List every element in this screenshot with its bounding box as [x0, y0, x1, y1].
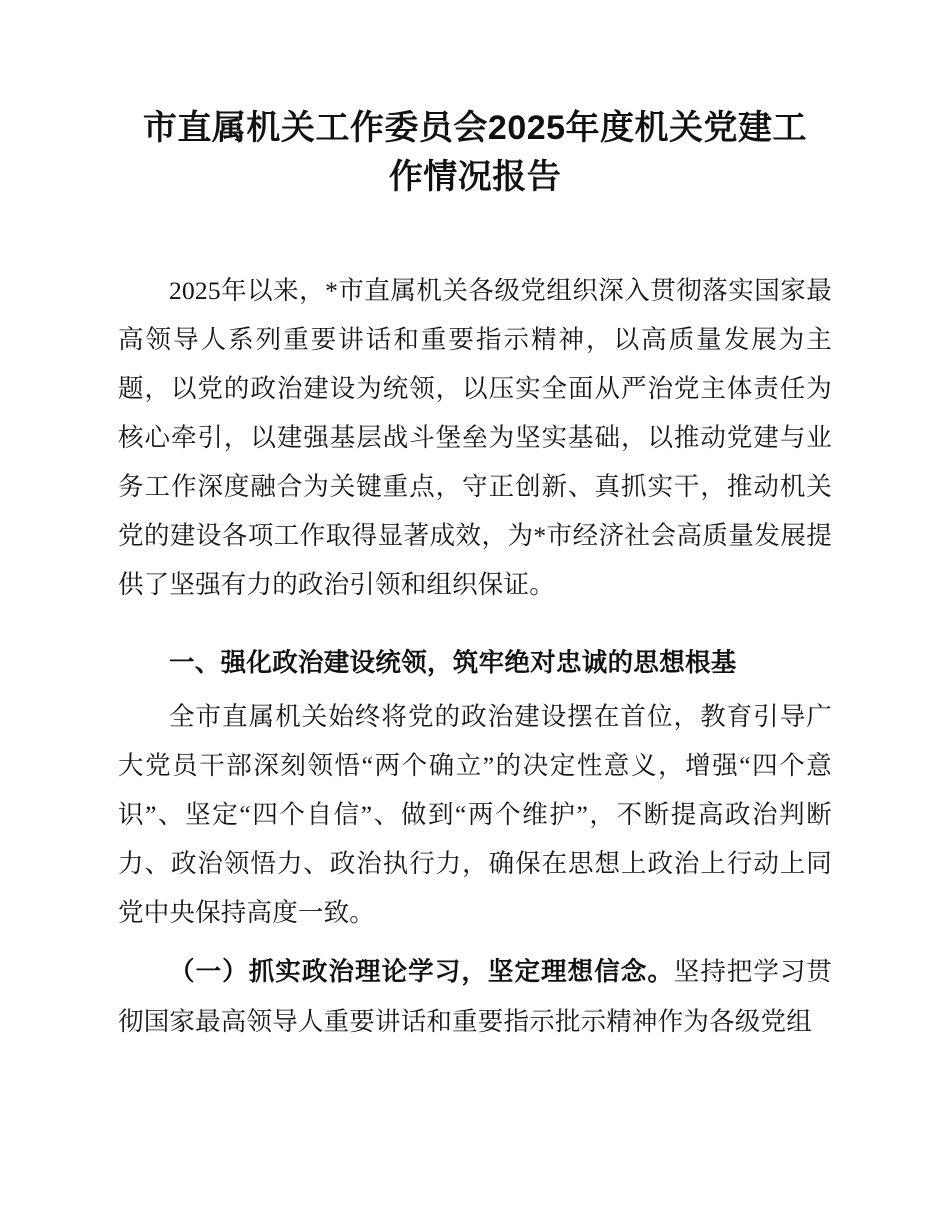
- paragraph-spacer-1: [118, 609, 832, 619]
- intro-paragraph: 2025年以来，*市直属机关各级党组织深入贯彻落实国家最高领导人系列重要讲话和重要指示精神，以高质量发展为主题，以党的政治建设为统领，以压实全面从严治党主体责任为核心牵引，以建强基层战斗堡垒为坚实基础，以推动党建与业务工作深度融合为关键重点，守正创新、真抓实干，推动机关党的建设各项工作取得显著成效，为*市经济社会高质量发展提供了坚强有力的政治引领和组织保证。: [118, 276, 832, 599]
- subsection-1-1-body: 坚持把学习贯彻国家最高领导人重要讲话和重要指示批示精神作为各级党组: [118, 957, 832, 1036]
- subsection-1-1-lead: （一）抓实政治理论学习，坚定理想信念。: [169, 958, 674, 986]
- page-title-line-1: 市直属机关工作委员会2025年度机关党建工: [142, 109, 808, 147]
- page-title-line-2: 作情况报告: [388, 158, 562, 196]
- section-heading-1: 一、强化政治建设统领，筑牢绝对忠诚的思想根基: [169, 649, 737, 677]
- paragraph-spacer-3: [118, 937, 832, 947]
- title-spacer: [118, 202, 832, 266]
- page-title: [118, 0, 832, 202]
- section-1-body: 全市直属机关始终将党的政治建设摆在首位，教育引导广大党员干部深刻领悟“两个确立”的决定性意义，增强“四个意识”、坚定“四个自信”、做到“两个维护”，不断提高政治判断力、政治领悟力、政治执行力，确保在思想上政治上行动上同党中央保持高度一致。: [118, 702, 832, 927]
- subsection-1-1: [118, 947, 832, 1046]
